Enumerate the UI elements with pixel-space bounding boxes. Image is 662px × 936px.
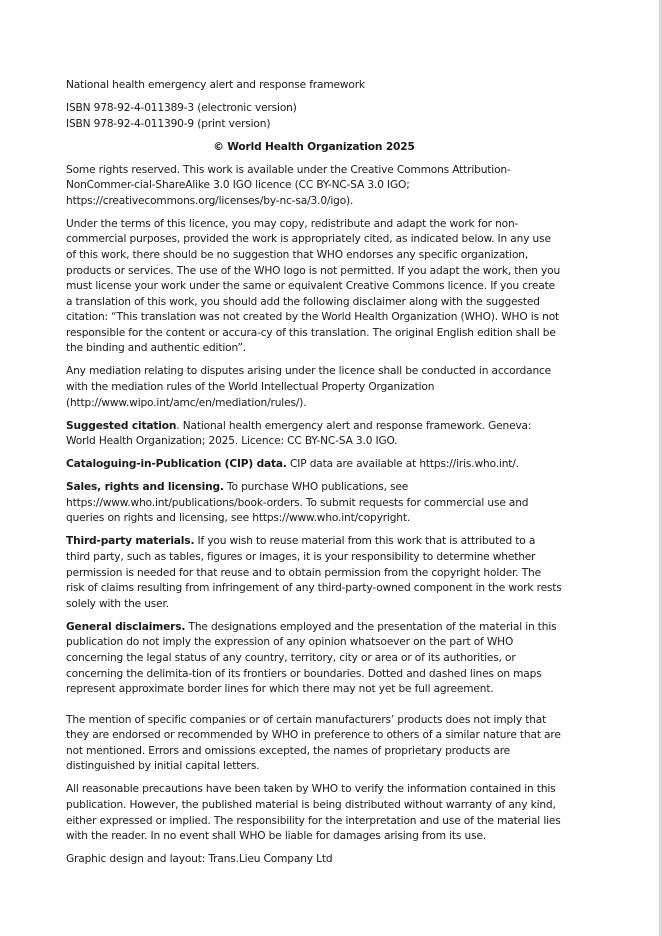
sales-text: To purchase WHO publications, see https://www.who.int/publications/book-orders. To submit requests for commercial use and queries on rights and licensing, see https://www.who.int/copyright.	[66, 481, 529, 525]
isbn-block	[66, 101, 562, 132]
sales-label: Sales, rights and licensing.	[66, 481, 224, 494]
general-disclaimers-text: The designations employed and the presentation of the material in this publication do not imply the expression of any opinion whatsoever on the part of WHO concerning the legal status of any country, territory, city or area or of its authorities, or concerning the delimita-tion of its frontiers or boundaries. Dotted and dashed lines on maps represent approximate border lines for which there may not yet be full agreement.	[66, 620, 557, 696]
sales-paragraph	[66, 480, 562, 527]
suggested-citation-text: . National health emergency alert and response framework. Geneva: World Health Organization; 2025. Licence: CC BY-NC-SA 3.0 IGO.	[66, 419, 532, 448]
third-party-label: Third-party materials.	[66, 535, 195, 548]
publication-title-line: National health emergency alert and response framework	[66, 79, 365, 91]
cip-label: Cataloguing-in-Publication (CIP) data.	[66, 458, 287, 471]
isbn-electronic: ISBN 978-92-4-011389-3 (electronic version)	[66, 101, 297, 114]
suggested-citation-label: Suggested citation	[66, 419, 177, 432]
companies-mention-paragraph: The mention of specific companies or of certain manufacturers’ products does not imply that they are endorsed or recommended by WHO in preference to others of a similar nature that are not mentioned. Errors and omissions excepted, the names of proprietary products are distinguished by initial capital letters.	[66, 713, 561, 773]
copyright-page	[66, 78, 562, 875]
mediation-paragraph: Any mediation relating to disputes arising under the licence shall be conducted in accordance with the mediation rules of the World Intellectual Property Organization (http://www.wipo.int/amc/en/mediation/rules/).	[66, 365, 552, 409]
third-party-text: If you wish to reuse material from this work that is attributed to a third party, such as tables, figures or images, it is your responsibility to determine whether permission is needed for that reuse and to obtain permission from the copyright holder. The risk of claims resulting from infringement of any third-party-owned component in the work rests solely with the user.	[66, 535, 562, 610]
rights-reserved-paragraph: Some rights reserved. This work is available under the Creative Commons Attribution-NonCommer-cial-ShareAlike 3.0 IGO licence (CC BY-NC-SA 3.0 IGO; https://creativecommons.org/licenses/by-nc-sa/3.0/igo).	[66, 163, 511, 207]
third-party-paragraph	[66, 534, 562, 612]
copyright-notice: © World Health Organization 2025	[213, 140, 415, 153]
general-disclaimers-label: General disclaimers.	[66, 620, 186, 633]
precautions-paragraph: All reasonable precautions have been taken by WHO to verify the information contained in this publication. However, the published material is being distributed without warranty of any kind, either expressed or implied. The responsibility for the interpretation and use of the material lies with the reader. In no event shall WHO be liable for damages arising from its use.	[66, 783, 561, 843]
licence-terms-paragraph: Under the terms of this licence, you may copy, redistribute and adapt the work for non-commercial purposes, provided the work is appropriately cited, as indicated below. In any use of this work, there should be no suggestion that WHO endorses any specific organization, products or services. The use of the WHO logo is not permitted. If you adapt the work, then you must license your work under the same or equivalent Creative Commons licence. If you create a translation of this work, you should add the following disclaimer along with the suggested citation: “This translation was not created by the World Health Organization (WHO). WHO is not responsible for the content or accura-cy of this translation. The original English edition shall be the binding and authentic edition”.	[66, 217, 561, 355]
isbn-print: ISBN 978-92-4-011390-9 (print version)	[66, 117, 271, 130]
cip-text: CIP data are available at https://iris.who.int/.	[286, 458, 519, 471]
cip-paragraph	[66, 457, 562, 473]
design-credit: Graphic design and layout: Trans.Lieu Company Ltd	[66, 853, 333, 866]
suggested-citation-paragraph	[66, 419, 562, 450]
general-disclaimers-paragraph	[66, 620, 562, 698]
